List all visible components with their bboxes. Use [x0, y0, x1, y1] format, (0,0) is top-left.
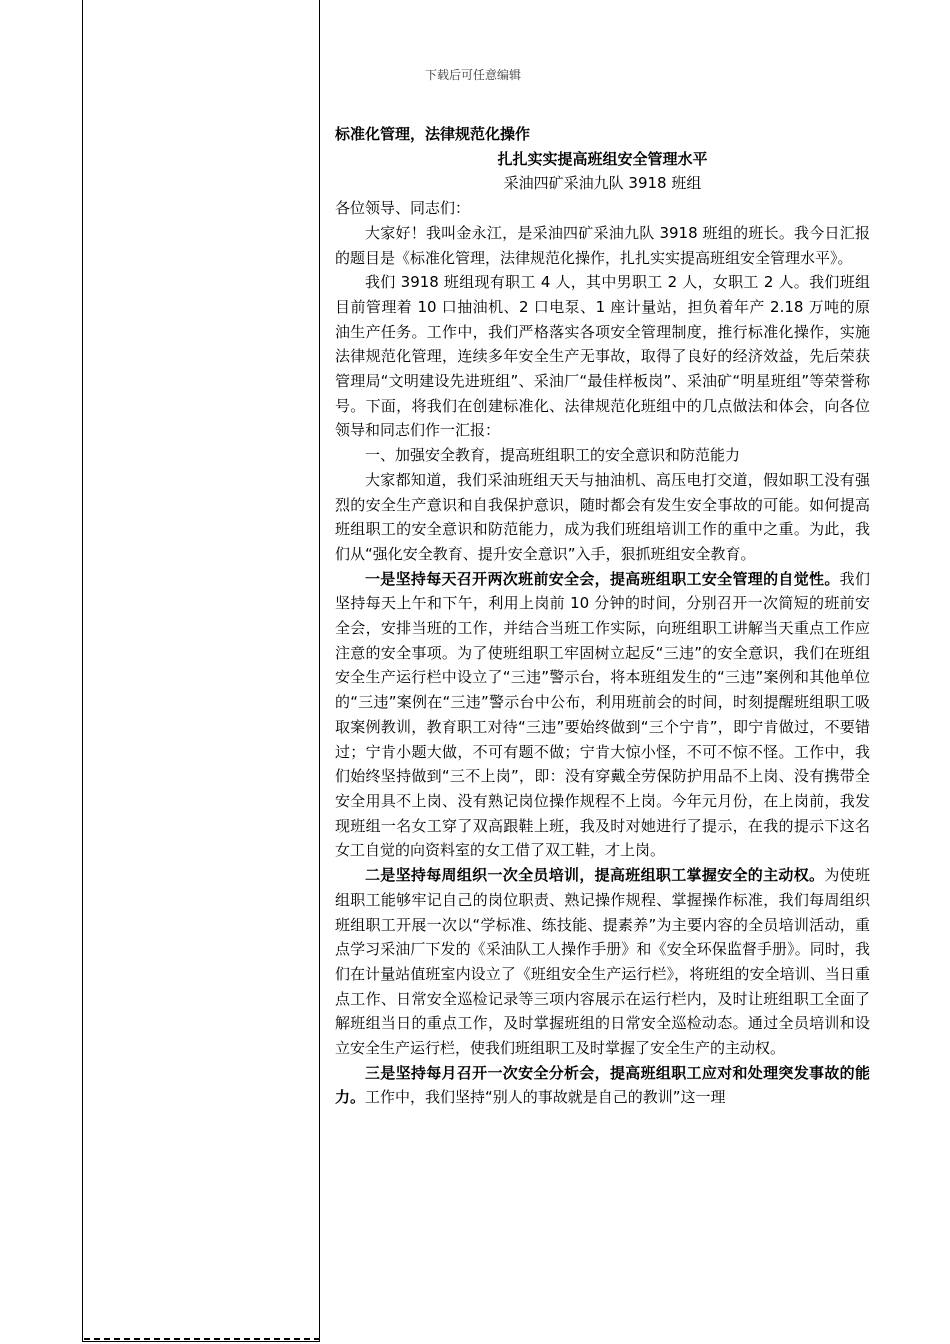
section-heading-1: 一、加强安全教育，提高班组职工的安全意识和防范能力 [365, 446, 741, 465]
title-line-2: 扎扎实实提高班组安全管理水平 [497, 149, 708, 168]
header-note: 下载后可任意编辑 [425, 68, 522, 82]
paragraph-2: 我们 3918 班组现有职工 4 人，其中男职工 2 人，女职工 2 人。我们班组目前管理着 10 口抽油机、2 口电泵、1 座计量站，担负着年产 2.18 万吨的原油生产任务。工作中，我们严格落实各项安全管理制度，推行标准化操作，实施法律规范化管理，连续多年安全生产无事故，取得了良好的经济效益，先后荣获管理局“文明建设先进班组”、采油厂“最佳样板岗”、采油矿“明星班组”等荣誉称号。下面，将我们在创建标准化、法律规范化班组中的几点做法和体会，向各位领导和同志们作一汇报： [335, 273, 870, 440]
paragraph-6 [335, 1061, 870, 1110]
paragraph-4-text: 我们坚持每天上午和下午，利用上岗前 10 分钟的时间，分别召开一次简短的班前安全会，安排当班的工作，并结合当班工作实际，向班组职工讲解当天重点工作应注意的安全事项。为了使班组职工牢固树立起反“三违”的安全意识，我们在班组安全生产运行栏中设立了“三违”警示台，将本班组发生的“三违”案例和其他单位的“三违”案例在“三违”警示台中公布，利用班前会的时间，时刻提醒班组职工吸取案例教训，教育职工对待“三违”要始终做到“三个宁肯”，即宁肯做过，不要错过；宁肯小题大做，不可有题不做；宁肯大惊小怪，不可不惊不怪。工作中，我们始终坚持做到“三不上岗”，即：没有穿戴全劳保防护用品不上岗、没有携带全安全用具不上岗、没有熟记岗位操作规程不上岗。今年元月份，在上岗前，我发现班组一名女工穿了双高跟鞋上班，我及时对她进行了提示，在我的提示下这名女工自觉的向资料室的女工借了双工鞋，才上岗。 [335, 569, 870, 860]
paragraph-4-lead: 一是坚持每天召开两次班前安全会，提高班组职工安全管理的自觉性。 [365, 569, 840, 588]
title-line-1: 标准化管理，法律规范化操作 [335, 125, 531, 143]
paragraph-6-lead: 三是坚持每月召开一次安全分析会，提高班组职工应对和处理突发事故的能力。 [335, 1063, 870, 1107]
document-body [335, 122, 870, 1110]
binding-margin-box [82, 0, 320, 1342]
paragraph-5-lead: 二是坚持每周组织一次全员培训，提高班组职工掌握安全的主动权。 [365, 866, 825, 885]
paragraph-6-text: 工作中，我们坚持“别人的事故就是自己的教训”这一理 [365, 1088, 726, 1107]
paragraph-5 [335, 863, 870, 1061]
document-subtitle: 采油四矿采油九队 3918 班组 [503, 174, 702, 193]
paragraph-5-text: 为使班组职工能够牢记自己的岗位职责、熟记操作规程、掌握操作标准，我们每周组织班组职工开展一次以“学标准、练技能、提素养”为主要内容的全员培训活动，重点学习采油厂下发的《采油队工人操作手册》和《安全环保监督手册》。同时，我们在计量站值班室内设立了《班组安全生产运行栏》，将班组的安全培训、当日重点工作、日常安全巡检记录等三项内容展示在运行栏内，及时让班组职工全面了解班组当日的重点工作，及时掌握班组的日常安全巡检动态。通过全员培训和设立安全生产运行栏，使我们班组职工及时掌握了安全生产的主动权。 [335, 866, 870, 1058]
binding-margin-dash [84, 1338, 320, 1340]
paragraph-3: 大家都知道，我们采油班组天天与抽油机、高压电打交道，假如职工没有强烈的安全生产意识和自我保护意识，随时都会有发生安全事故的可能。如何提高班组职工的安全意识和防范能力，成为我们班组培训工作的重中之重。为此，我们从“强化安全教育、提升安全意识”入手，狠抓班组安全教育。 [335, 470, 870, 563]
paragraph-4 [335, 567, 870, 863]
greeting: 各位领导、同志们： [335, 199, 471, 218]
paragraph-1: 大家好！我叫金永江，是采油四矿采油九队 3918 班组的班长。我今日汇报的题目是《标准化管理，法律规范化操作，扎扎实实提高班组安全管理水平》。 [335, 223, 870, 267]
